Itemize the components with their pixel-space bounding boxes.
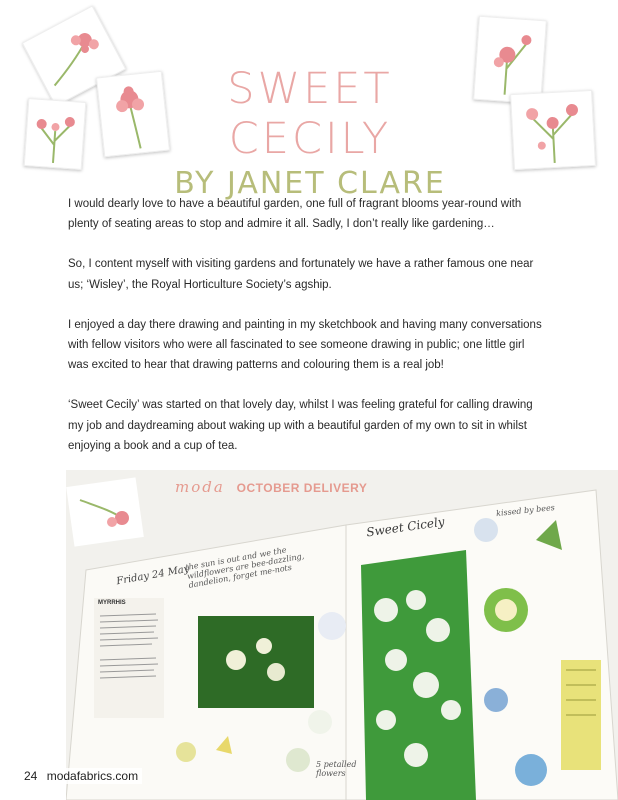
article-header	[150, 64, 470, 202]
moda-logo: moda	[175, 478, 225, 496]
flower-illustration-icon	[474, 17, 546, 103]
article-byline: BY JANET CLARE	[174, 166, 446, 201]
delivery-label: OCTOBER DELIVERY	[236, 481, 368, 495]
page-number: 24	[24, 769, 38, 783]
printed-heading: MYRRHIS	[98, 600, 126, 606]
handwritten-note: kissed by bees	[495, 502, 556, 519]
page-footer	[20, 768, 142, 784]
flower-illustration-icon	[511, 91, 595, 169]
paragraph: ‘Sweet Cecily’ was started on that lovely day, whilst I was feeling grateful for calling drawing my job and daydreaming about waking up with a beautiful garden of my own to sit in whilst enjoying a book and a cup of tea.	[68, 399, 533, 452]
site-link[interactable]: modafabrics.com	[46, 769, 139, 783]
article-body	[68, 194, 548, 476]
sketchbook-photo	[66, 470, 618, 800]
moda-banner	[175, 478, 367, 496]
paragraph: I enjoyed a day there drawing and painting in my sketchbook and having many conversations with fellow visitors who were all fascinated to see someone drawing in public; one little girl was excited to hear that drawing patterns and colouring them is a real job!	[68, 318, 542, 372]
sketchbook-illustration	[66, 470, 618, 800]
flower-illustration-icon	[25, 99, 85, 169]
article-title: SWEET CECILY	[227, 64, 393, 164]
handwritten-heading: Sweet Cicely	[365, 514, 446, 540]
handwritten-date: Friday 24 May	[115, 563, 191, 588]
paragraph: I would dearly love to have a beautiful garden, one full of fragrant blooms year-round with plenty of seating areas to stop and admire it all. Sadly, I don’t really like gardening…	[68, 198, 522, 231]
flower-card-2	[24, 98, 87, 170]
flower-card-5	[510, 90, 596, 170]
paragraph: So, I content myself with visiting gardens and fortunately we have a rather famous one near us; ‘Wisley’, the Royal Horticulture Society’s agship.	[68, 258, 534, 291]
flower-card-4	[473, 16, 547, 105]
handwritten-note: the sun is out and we the wildflowers are bee-dazzling, dandelion, forget me-nots	[184, 545, 305, 590]
handwritten-note: 5 petalled flowers	[316, 760, 357, 778]
